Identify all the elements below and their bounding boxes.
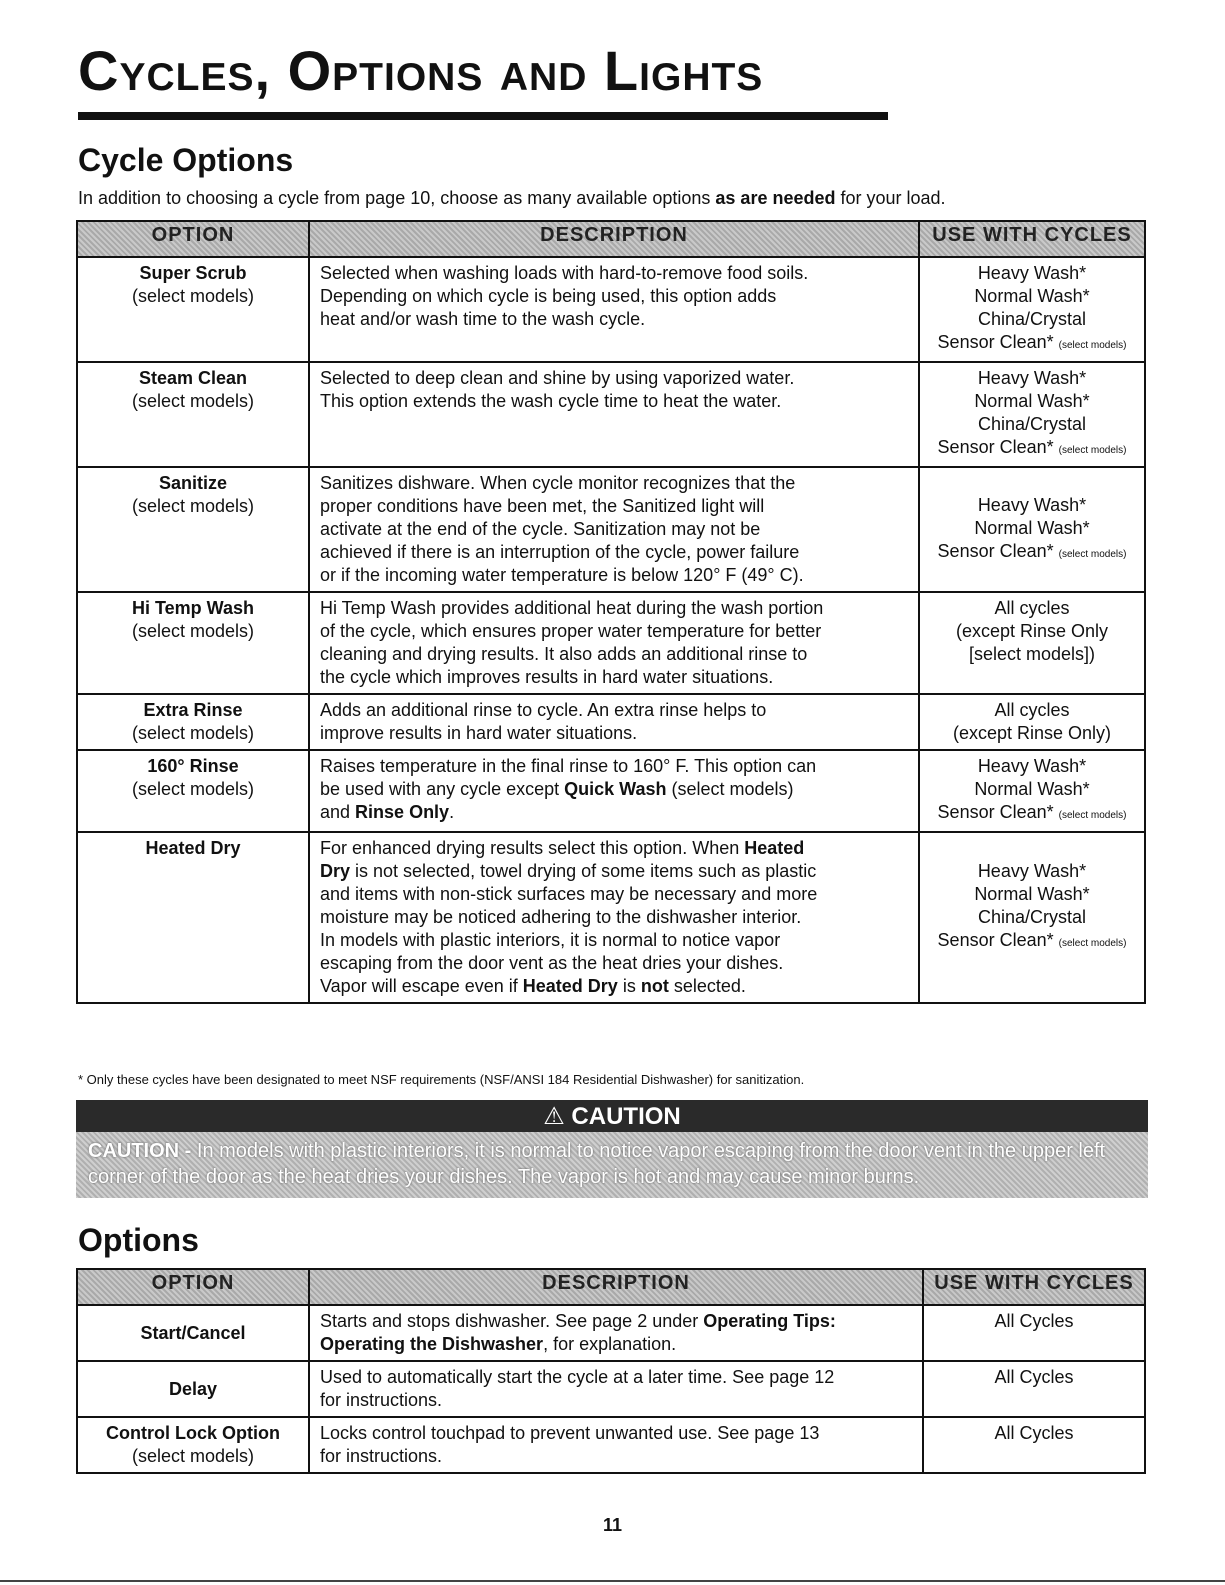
description-line: or if the incoming water temperature is below 120° F (49° C). (320, 565, 804, 585)
cycle-name: Normal Wash* (974, 391, 1090, 411)
description-cell (309, 750, 919, 832)
title-underline (78, 112, 888, 120)
cycle-options-table (76, 220, 1146, 1004)
description-line: be used with any cycle except Quick Wash (select models) (320, 779, 794, 799)
option-name: Delay (168, 1378, 218, 1399)
cycle-name: Heavy Wash* (977, 368, 1087, 388)
option-cell (77, 592, 309, 694)
option-availability: (select models) (131, 286, 255, 306)
description-line: Operating the Dishwasher, for explanation. (320, 1334, 677, 1354)
table-row (77, 694, 1145, 750)
table-row (77, 257, 1145, 362)
description-line: In models with plastic interiors, it is normal to notice vapor (320, 930, 781, 950)
use-with-cycles-cell: All Cycles (923, 1417, 1145, 1473)
description-cell (309, 257, 919, 362)
table-row (77, 592, 1145, 694)
description-line: proper conditions have been met, the Sanitized light will (320, 496, 765, 516)
header-option: OPTION (77, 1269, 309, 1305)
use-with-cycles-cell: All Cycles (923, 1305, 1145, 1361)
option-name: Heated Dry (145, 838, 241, 858)
description-line: Adds an additional rinse to cycle. An extra rinse helps to (320, 700, 767, 720)
option-cell (77, 1417, 309, 1473)
use-with-cycles-cell (919, 257, 1145, 362)
header-description: DESCRIPTION (309, 1269, 923, 1305)
description-cell (309, 592, 919, 694)
option-cell (77, 750, 309, 832)
option-cell (77, 694, 309, 750)
option-cell (77, 257, 309, 362)
table-header-row (77, 1269, 1145, 1305)
option-cell (77, 832, 309, 1003)
description-line: heat and/or wash time to the wash cycle. (320, 309, 646, 329)
warning-triangle-icon: ⚠ (543, 1103, 565, 1130)
page-number: 11 (602, 1515, 623, 1535)
cycle-name: Normal Wash* (974, 884, 1090, 904)
option-cell (77, 362, 309, 467)
cycle-name: Normal Wash* (974, 286, 1090, 306)
description-line: cleaning and drying results. It also adds an additional rinse to (320, 644, 808, 664)
description-line: for instructions. (320, 1446, 443, 1466)
option-availability: (select models) (131, 1446, 255, 1466)
option-name: Sanitize (158, 473, 228, 493)
description-cell (309, 1361, 923, 1417)
option-cell (77, 1361, 309, 1417)
use-with-cycles-cell (919, 750, 1145, 832)
use-with-cycles-cell (919, 694, 1145, 750)
cycle-options-intro: In addition to choosing a cycle from page 10, choose as many available options as are needed for your load. (78, 188, 946, 208)
cycle-name: Heavy Wash* (977, 861, 1087, 881)
description-line: Hi Temp Wash provides additional heat during the wash portion (320, 598, 824, 618)
caution-box (76, 1100, 1148, 1198)
option-cell (77, 467, 309, 592)
description-line: achieved if there is an interruption of the cycle, power failure (320, 542, 800, 562)
option-availability: (select models) (131, 496, 255, 516)
description-line: escaping from the door vent as the heat dries your dishes. (320, 953, 784, 973)
cycle-name: China/Crystal (977, 309, 1087, 329)
description-cell (309, 694, 919, 750)
description-line: and items with non-stick surfaces may be necessary and more (320, 884, 818, 904)
cycle-name: Heavy Wash* (977, 263, 1087, 283)
option-name: Extra Rinse (143, 700, 243, 720)
use-with-cycles-cell (919, 362, 1145, 467)
description-cell (309, 1417, 923, 1473)
description-line: Raises temperature in the final rinse to 160° F. This option can (320, 756, 817, 776)
table-row (77, 1305, 1145, 1361)
table-row (77, 467, 1145, 592)
option-name: 160° Rinse (147, 756, 239, 776)
option-availability: (select models) (131, 779, 255, 799)
nsf-footnote: * Only these cycles have been designated to meet NSF requirements (NSF/ANSI 184 Residential Dishwasher) for sanitization. (78, 1072, 805, 1087)
caution-header (76, 1102, 1148, 1131)
cycle-name: All cycles (994, 700, 1070, 720)
option-name: Super Scrub (139, 263, 247, 283)
description-line: Starts and stops dishwasher. See page 2 under Operating Tips: (320, 1311, 836, 1331)
cycle-name: China/Crystal (977, 414, 1087, 434)
header-description: DESCRIPTION (309, 221, 919, 257)
cycle-name: Sensor Clean* (select models) (937, 540, 1127, 561)
cycle-name: China/Crystal (977, 907, 1087, 927)
description-line: For enhanced drying results select this option. When Heated (320, 838, 805, 858)
description-line: Sanitizes dishware. When cycle monitor recognizes that the (320, 473, 796, 493)
cycle-name: Normal Wash* (974, 779, 1090, 799)
description-line: Selected when washing loads with hard-to-remove food soils. (320, 263, 809, 283)
cycle-name: Heavy Wash* (977, 494, 1087, 515)
description-cell (309, 467, 919, 592)
description-line: Selected to deep clean and shine by using vaporized water. (320, 368, 795, 388)
cycle-name: Sensor Clean* (select models) (937, 930, 1127, 950)
header-use-with-cycles: USE WITH CYCLES (923, 1269, 1145, 1305)
description-cell (309, 1305, 923, 1361)
cycle-name: All cycles (994, 598, 1070, 618)
option-availability: (select models) (131, 391, 255, 411)
cycle-name: (except Rinse Only) (952, 723, 1112, 743)
description-line: improve results in hard water situations. (320, 723, 638, 743)
description-line: moisture may be noticed adhering to the dishwasher interior. (320, 907, 802, 927)
use-with-cycles-cell (919, 592, 1145, 694)
description-line: activate at the end of the cycle. Sanitization may not be (320, 519, 761, 539)
option-name: Start/Cancel (140, 1322, 246, 1343)
cycle-name: Normal Wash* (974, 517, 1090, 538)
cycle-name: Sensor Clean* (select models) (937, 437, 1127, 457)
cycle-name: [select models]) (968, 644, 1096, 664)
table-row (77, 362, 1145, 467)
header-use-with-cycles: USE WITH CYCLES (919, 221, 1145, 257)
description-line: Used to automatically start the cycle at a later time. See page 12 (320, 1367, 835, 1387)
use-with-cycles-cell (919, 467, 1145, 592)
page-title: Cycles, Options and Lights (78, 39, 764, 102)
table-row (77, 1361, 1145, 1417)
options-heading: Options (78, 1222, 199, 1258)
option-availability: (select models) (131, 723, 255, 743)
bottom-rule (0, 1580, 1225, 1582)
table-row (77, 750, 1145, 832)
option-availability: (select models) (131, 621, 255, 641)
caution-message: CAUTION - In models with plastic interiors, it is normal to notice vapor escaping from the door vent in the upper left corner of the door as the heat dries your dishes. The vapor is hot and may cause minor burns. (88, 1140, 1106, 1188)
use-with-cycles-cell: All Cycles (923, 1361, 1145, 1417)
description-cell (309, 832, 919, 1003)
option-cell (77, 1305, 309, 1361)
cycle-name: (except Rinse Only (955, 621, 1109, 641)
cycle-options-heading: Cycle Options (78, 142, 294, 178)
description-line: of the cycle, which ensures proper water temperature for better (320, 621, 822, 641)
description-line: Locks control touchpad to prevent unwanted use. See page 13 (320, 1423, 820, 1443)
option-name: Control Lock Option (106, 1423, 280, 1443)
description-line: Depending on which cycle is being used, this option adds (320, 286, 777, 306)
option-name: Hi Temp Wash (131, 598, 254, 618)
cycle-name: Sensor Clean* (select models) (937, 332, 1127, 352)
cycle-name: Sensor Clean* (select models) (937, 802, 1127, 822)
use-with-cycles-cell (919, 832, 1145, 1003)
description-line: Dry is not selected, towel drying of some items such as plastic (320, 861, 817, 881)
header-option: OPTION (77, 221, 309, 257)
description-line: This option extends the wash cycle time to heat the water. (320, 391, 782, 411)
description-line: the cycle which improves results in hard water situations. (320, 667, 774, 687)
description-line: and Rinse Only. (320, 802, 455, 822)
table-header-row (77, 221, 1145, 257)
options-table (76, 1268, 1146, 1474)
description-cell (309, 362, 919, 467)
table-row (77, 1417, 1145, 1473)
cycle-name: Heavy Wash* (977, 756, 1087, 776)
table-row (77, 832, 1145, 1003)
caution-header-text: CAUTION (571, 1103, 681, 1130)
option-name: Steam Clean (138, 368, 248, 388)
description-line: Vapor will escape even if Heated Dry is not selected. (320, 976, 746, 996)
description-line: for instructions. (320, 1390, 443, 1410)
